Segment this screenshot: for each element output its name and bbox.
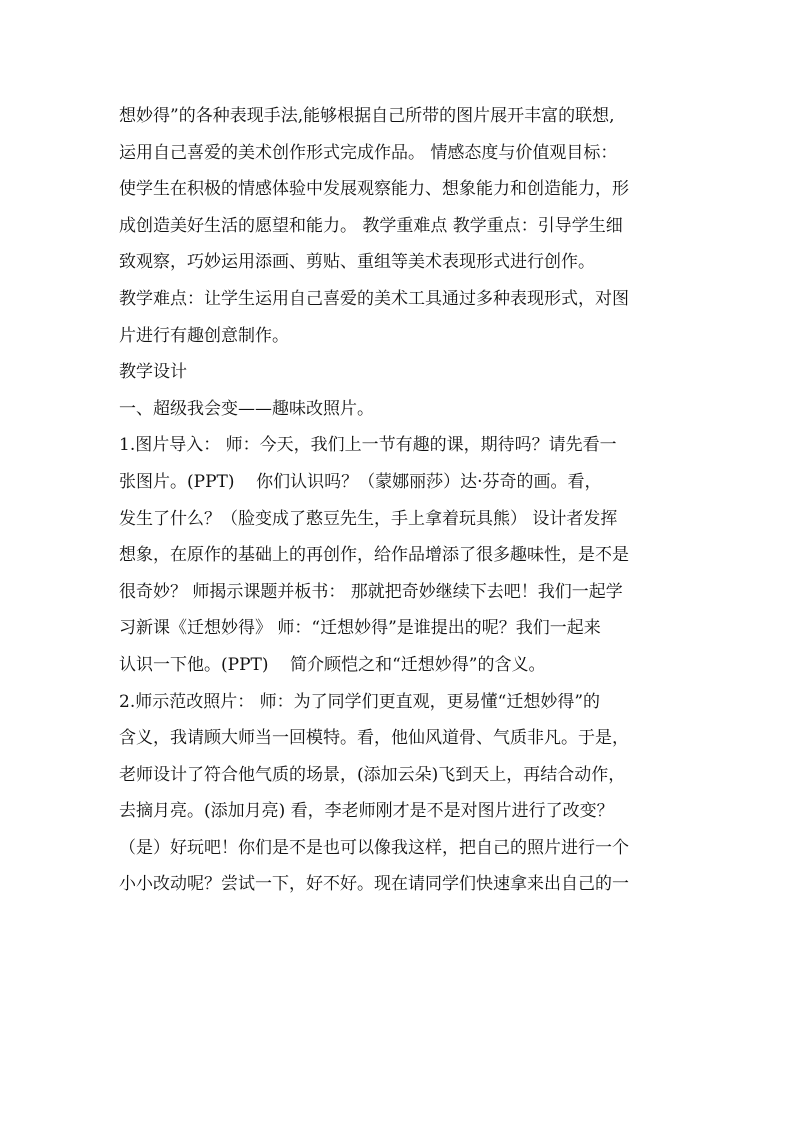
text-line: 张图片。(PPT) 你们认识吗？（蒙娜丽莎）达·芬奇的画。看，: [119, 471, 602, 492]
text-line: 去摘月亮。(添加月亮) 看，李老师刚才是不是对图片进行了改变？: [119, 801, 614, 822]
text-line: 1.图片导入： 师：今天，我们上一节有趣的课，期待吗？请先看一: [119, 435, 617, 456]
text-line: 习新课《迁想妙得》 师：“迁想妙得”是谁提出的呢？我们一起来: [119, 618, 601, 639]
text-line: 成创造美好生活的愿望和能力。 教学重难点 教学重点：引导学生细: [119, 215, 623, 236]
text-line: 认识一下他。(PPT) 简介顾恺之和“迁想妙得”的含义。: [119, 654, 546, 675]
text-line: 小小改动呢？尝试一下，好不好。现在请同学们快速拿来出自己的一: [119, 874, 629, 895]
text-line: （是）好玩吧！你们是不是也可以像我这样，把自己的照片进行一个: [119, 837, 629, 858]
section-heading: 教学设计: [119, 362, 187, 383]
text-line: 发生了什么？（脸变成了憨豆先生，手上拿着玩具熊） 设计者发挥: [119, 508, 618, 529]
text-line: 老师设计了符合他气质的场景，(添加云朵)飞到天上，再结合动作，: [119, 764, 626, 785]
text-line: 片进行有趣创意制作。: [119, 325, 289, 346]
text-line: 致观察，巧妙运用添画、剪贴、重组等美术表现形式进行创作。: [119, 252, 595, 273]
text-line: 使学生在积极的情感体验中发展观察能力、想象能力和创造能力，形: [119, 179, 629, 200]
document-body: [119, 98, 679, 903]
subsection-heading: 一、超级我会变——趣味改照片。: [119, 398, 374, 419]
text-line: 很奇妙？ 师揭示课题并板书： 那就把奇妙继续下去吧！我们一起学: [119, 581, 623, 602]
text-line: 2.师示范改照片： 师：为了同学们更直观，更易懂“迁想妙得”的: [119, 691, 601, 712]
text-line: 想象，在原作的基础上的再创作，给作品增添了很多趣味性，是不是: [119, 545, 629, 566]
text-line: 运用自己喜爱的美术创作形式完成作品。 情感态度与价值观目标：: [119, 142, 618, 163]
text-line: 教学难点：让学生运用自己喜爱的美术工具通过多种表现形式，对图: [119, 288, 629, 309]
text-line: 想妙得”的各种表现手法,能够根据自己所带的图片展开丰富的联想,: [119, 106, 615, 126]
text-line: 含义，我请顾大师当一回模特。看，他仙风道骨、气质非凡。于是，: [119, 728, 629, 749]
